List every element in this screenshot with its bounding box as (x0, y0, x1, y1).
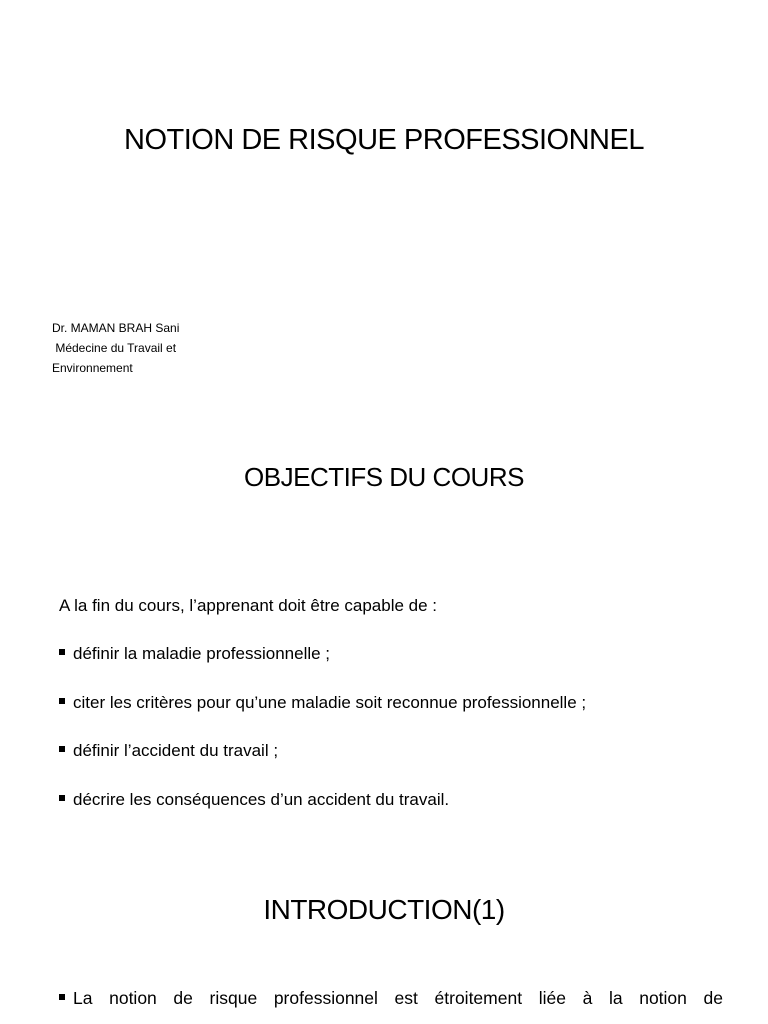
title-slide (0, 0, 768, 420)
introduction-slide (0, 860, 768, 1024)
list-item-text: définir la maladie professionnelle ; (73, 644, 331, 663)
square-bullet-icon (59, 698, 65, 704)
square-bullet-icon (59, 994, 65, 1000)
author-department-cont: Environnement (52, 361, 133, 375)
author-department: Médecine du Travail et (52, 341, 177, 355)
list-item (59, 740, 586, 789)
introduction-title: INTRODUCTION(1) (263, 894, 505, 925)
square-bullet-icon (59, 649, 65, 655)
objectives-intro: A la fin du cours, l’apprenant doit être capable de : (59, 596, 438, 615)
objectives-slide (0, 430, 768, 850)
author-name: Dr. MAMAN BRAH Sani (52, 321, 180, 335)
list-item-text: décrire les conséquences d’un accident du travail. (73, 789, 450, 809)
paragraph-text: La notion de risque professionnel est étroitement liée à la notion de (73, 988, 723, 1008)
list-item (59, 692, 586, 741)
square-bullet-icon (59, 795, 65, 801)
square-bullet-icon (59, 746, 65, 752)
page-title: NOTION DE RISQUE PROFESSIONNEL (124, 124, 644, 156)
list-item-text: citer les critères pour qu’une maladie soit reconnue professionnelle ; (73, 692, 587, 712)
author-block (52, 318, 179, 378)
introduction-paragraph (59, 987, 723, 1009)
list-item-text: définir l’accident du travail ; (73, 741, 279, 760)
objectives-list (59, 643, 586, 837)
objectives-title: OBJECTIFS DU COURS (244, 462, 524, 492)
list-item (59, 789, 586, 838)
list-item (59, 643, 586, 692)
